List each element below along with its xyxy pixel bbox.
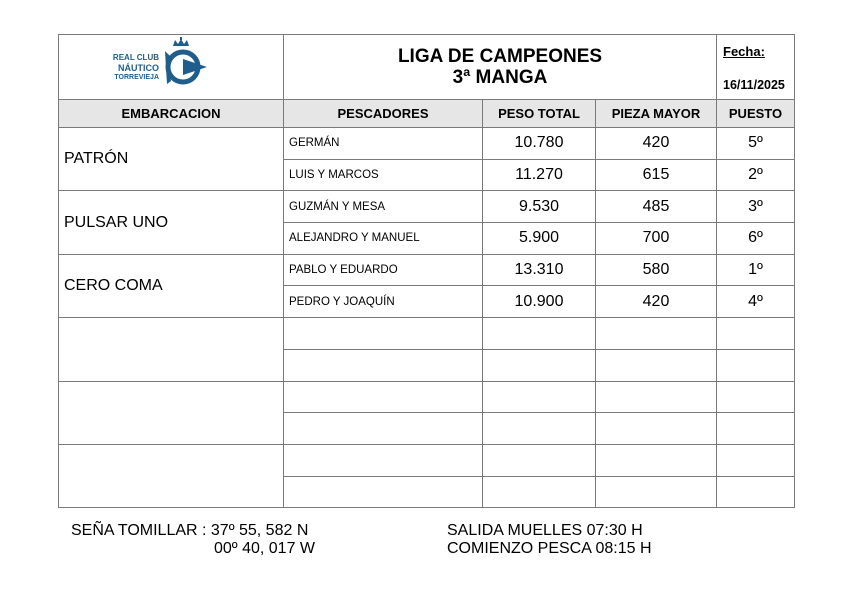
- pieza-mayor-cell: [596, 444, 717, 476]
- comienzo-pesca: COMIENZO PESCA 08:15 H: [447, 540, 652, 557]
- boat-name: [59, 381, 284, 444]
- pieza-mayor-cell: 580: [596, 254, 717, 286]
- title-line-1: LIGA DE CAMPEONES: [397, 46, 603, 67]
- fishers-cell: [284, 476, 483, 508]
- pieza-mayor-cell: 700: [596, 223, 717, 255]
- table-row: [59, 191, 795, 223]
- fecha-value: 16/11/2025: [723, 78, 785, 92]
- data-table: [58, 99, 795, 508]
- peso-total-cell: [483, 413, 596, 445]
- title-line-2: 3ª MANGA: [452, 67, 548, 88]
- pieza-mayor-cell: [596, 318, 717, 350]
- boat-name: CERO COMA: [59, 254, 284, 317]
- column-header-peso-total: PESO TOTAL: [483, 100, 596, 128]
- fishers-cell: [284, 413, 483, 445]
- fishers-cell: PEDRO Y JOAQUÍN: [284, 286, 483, 318]
- fishers-cell: LUIS Y MARCOS: [284, 159, 483, 191]
- pieza-mayor-cell: 420: [596, 128, 717, 160]
- peso-total-cell: [483, 381, 596, 413]
- pieza-mayor-cell: [596, 413, 717, 445]
- pieza-mayor-cell: 615: [596, 159, 717, 191]
- boat-name: [59, 318, 284, 381]
- puesto-cell: 1º: [717, 254, 795, 286]
- column-header-row: [59, 100, 795, 128]
- fishers-cell: GUZMÁN Y MESA: [284, 191, 483, 223]
- club-emblem-icon: [161, 37, 213, 87]
- fishers-cell: [284, 349, 483, 381]
- results-sheet: [58, 34, 794, 508]
- table-row: [59, 128, 795, 160]
- puesto-cell: [717, 349, 795, 381]
- peso-total-cell: 10.780: [483, 128, 596, 160]
- fishers-cell: [284, 444, 483, 476]
- salida-muelles: SALIDA MUELLES 07:30 H: [447, 522, 643, 539]
- pieza-mayor-cell: [596, 476, 717, 508]
- peso-total-cell: 9.530: [483, 191, 596, 223]
- club-logo: [111, 37, 241, 99]
- pieza-mayor-cell: 420: [596, 286, 717, 318]
- puesto-cell: [717, 318, 795, 350]
- fishers-cell: GERMÁN: [284, 128, 483, 160]
- peso-total-cell: [483, 318, 596, 350]
- logo-line-2: NÁUTICO: [118, 63, 159, 73]
- pieza-mayor-cell: 485: [596, 191, 717, 223]
- header-row: [59, 35, 795, 100]
- column-header-puesto: PUESTO: [717, 100, 795, 128]
- puesto-cell: 2º: [717, 159, 795, 191]
- puesto-cell: 4º: [717, 286, 795, 318]
- puesto-cell: [717, 381, 795, 413]
- table-row: [59, 318, 795, 350]
- puesto-cell: 5º: [717, 128, 795, 160]
- column-header-embarcacion: EMBARCACION: [59, 100, 284, 128]
- peso-total-cell: [483, 444, 596, 476]
- title-cell: [284, 35, 717, 100]
- table-row: [59, 254, 795, 286]
- boat-name: PATRÓN: [59, 128, 284, 191]
- column-header-pieza-mayor: PIEZA MAYOR: [596, 100, 717, 128]
- peso-total-cell: 5.900: [483, 223, 596, 255]
- table-row: [59, 381, 795, 413]
- table-row: [59, 444, 795, 476]
- peso-total-cell: 10.900: [483, 286, 596, 318]
- puesto-cell: 3º: [717, 191, 795, 223]
- logo-cell: [59, 35, 284, 100]
- fishers-cell: ALEJANDRO Y MANUEL: [284, 223, 483, 255]
- footer-location: [71, 522, 315, 558]
- footer-schedule: [447, 522, 652, 558]
- peso-total-cell: 11.270: [483, 159, 596, 191]
- peso-total-cell: [483, 476, 596, 508]
- results-table: [58, 34, 795, 100]
- pieza-mayor-cell: [596, 381, 717, 413]
- fishers-cell: [284, 318, 483, 350]
- puesto-cell: [717, 476, 795, 508]
- puesto-cell: 6º: [717, 223, 795, 255]
- sena-line-2: 00º 40, 017 W: [214, 540, 316, 557]
- sena-line-1: SEÑA TOMILLAR : 37º 55, 582 N: [71, 522, 309, 539]
- fishers-cell: [284, 381, 483, 413]
- peso-total-cell: [483, 349, 596, 381]
- fecha-label: Fecha:: [723, 44, 765, 59]
- date-cell: [717, 35, 795, 100]
- puesto-cell: [717, 444, 795, 476]
- puesto-cell: [717, 413, 795, 445]
- boat-name: [59, 444, 284, 507]
- logo-line-3: TORREVIEJA: [114, 74, 159, 81]
- peso-total-cell: 13.310: [483, 254, 596, 286]
- pieza-mayor-cell: [596, 349, 717, 381]
- fishers-cell: PABLO Y EDUARDO: [284, 254, 483, 286]
- boat-name: PULSAR UNO: [59, 191, 284, 254]
- logo-line-1: REAL CLUB: [112, 53, 159, 62]
- column-header-pescadores: PESCADORES: [284, 100, 483, 128]
